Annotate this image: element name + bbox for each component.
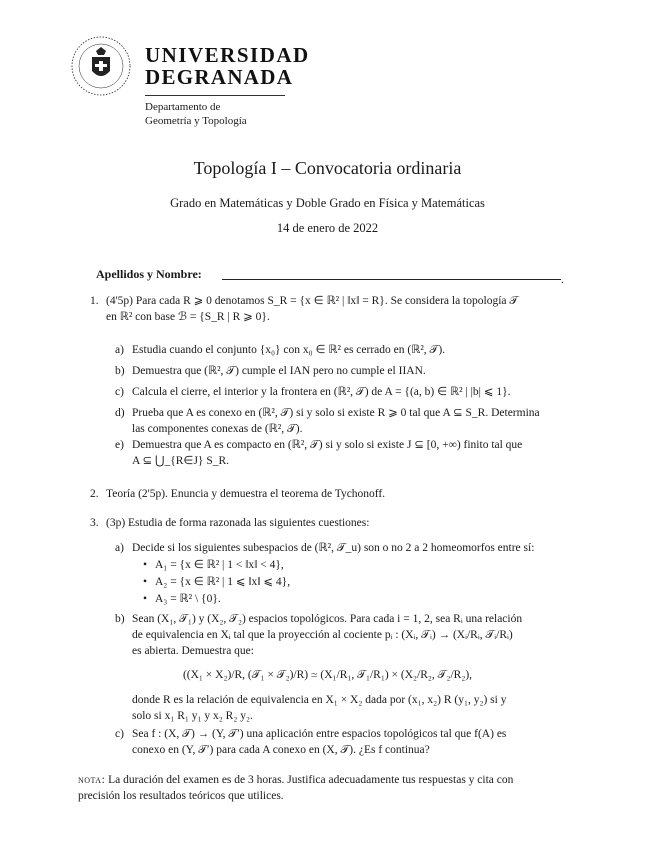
q3a-set-a3: A₃ = ℝ² \ {0}. [155, 593, 221, 605]
q3a-set-a1: A₁ = {x ∈ ℝ² | 1 < ‖x‖ < 4}, [155, 559, 284, 571]
q3b-after-line2: solo si x₁ R₁ y₁ y x₂ R₂ y₂. [132, 710, 253, 722]
q3a-set-a2: A₂ = {x ∈ ℝ² | 1 ⩽ ‖x‖ ⩽ 4}, [155, 576, 291, 588]
q1-statement-line2: en ℝ² con base ℬ = {S_R | R ⩾ 0}. [106, 311, 270, 323]
exam-date: 14 de enero de 2022 [276, 221, 379, 235]
q3b-formula: ((X₁ × X₂)/R, (𝒯₁ × 𝒯₂)/R) ≃ (X₁/R₁, 𝒯₁/R₁) × (X₂/R₂, 𝒯₂/R₂), [182, 669, 473, 681]
q3c-label: c) [115, 728, 124, 740]
q3a-label: a) [115, 542, 124, 554]
q1d-label: d) [115, 407, 125, 419]
note-text-line1: La duración del examen es de 3 horas. Justifica adecuadamente tus respuestas y cita con [108, 774, 514, 786]
q1e-text-line1: Demuestra que A es compacto en (ℝ², 𝒯) si y solo si existe J ⊆ [0, +∞) finito tal que [132, 439, 523, 451]
bullet-marker: • [143, 559, 148, 571]
q3b-line3: es abierta. Demuestra que: [132, 645, 254, 657]
q3b-line1: Sean (X₁, 𝒯₁) y (X₂, 𝒯₂) espacios topológicos. Para cada i = 1, 2, sea Rᵢ una relación [132, 613, 523, 625]
university-seal-logo [70, 35, 132, 97]
q2-number: 2. [90, 488, 99, 500]
q1a-label: a) [115, 344, 124, 356]
exam-subtitle: Grado en Matemáticas y Doble Grado en Física y Matemáticas [170, 196, 485, 210]
university-line-1: UNIVERSIDAD [145, 43, 310, 67]
bullet-marker: • [143, 593, 148, 605]
department [145, 100, 247, 128]
university-line-2: DEGRANADA [145, 65, 294, 89]
q1b-text: Demuestra que (ℝ², 𝒯) cumple el IAN pero no cumple el IIAN. [132, 365, 426, 377]
q1-statement-line1: (4'5p) Para cada R ⩾ 0 denotamos S_R = {x ∈ ℝ² | ‖x‖ = R}. Se considera la topología 𝒯 [106, 295, 519, 307]
q1e-text-line2: A ⊆ ⋃_{R∈J} S_R. [132, 455, 230, 467]
university-name [145, 44, 310, 88]
exam-title: Topología I – Convocatoria ordinaria [193, 158, 462, 178]
q3a-text: Decide si los siguientes subespacios de (ℝ², 𝒯_u) son o no 2 a 2 homeomorfos entre sí: [132, 542, 535, 554]
q3-number: 3. [90, 517, 99, 529]
name-label: Apellidos y Nombre: [96, 267, 202, 281]
department-line-2: Geometría y Topología [145, 115, 247, 127]
q1b-label: b) [115, 365, 125, 377]
q1d-text-line1: Prueba que A es conexo en (ℝ², 𝒯) si y solo si existe R ⩾ 0 tal que A ⊆ S_R. Determina [132, 407, 540, 419]
note-text-line2: precisión los resultados teóricos que utilices. [78, 790, 284, 802]
exam-note [78, 772, 568, 804]
q1a-text: Estudia cuando el conjunto {x₀} con x₀ ∈ ℝ² es cerrado en (ℝ², 𝒯). [132, 344, 446, 356]
q3-intro: (3p) Estudia de forma razonada las siguientes cuestiones: [106, 517, 370, 529]
q3b-line2: de equivalencia en Xᵢ tal que la proyección al cociente pᵢ : (Xᵢ, 𝒯ᵢ) → (Xᵢ/Rᵢ, 𝒯ᵢ/Rᵢ) [132, 629, 513, 641]
name-input-line[interactable] [222, 279, 561, 280]
q3b-label: b) [115, 613, 125, 625]
q3c-line2: conexo en (Y, 𝒯′) para cada A conexo en (X, 𝒯). ¿Es f continua? [132, 744, 430, 756]
q2-text: Teoría (2'5p). Enuncia y demuestra el teorema de Tychonoff. [106, 488, 386, 500]
q3b-after-line1: donde R es la relación de equivalencia en X₁ × X₂ dada por (x₁, x₂) R (y₁, y₂) si y [132, 694, 507, 706]
name-line-dot: . [561, 274, 564, 286]
q1d-text-line2: las componentes conexas de (ℝ², 𝒯). [132, 423, 303, 435]
q1c-label: c) [115, 386, 124, 398]
q1c-text: Calcula el cierre, el interior y la frontera en (ℝ², 𝒯) de A = {(a, b) ∈ ℝ² | |b| ⩽ 1}. [132, 386, 511, 398]
q3c-line1: Sea f : (X, 𝒯) → (Y, 𝒯′) una aplicación entre espacios topológicos tal que f(A) es [132, 728, 507, 740]
q1e-label: e) [115, 439, 124, 451]
note-label: nota: [78, 774, 106, 786]
bullet-marker: • [143, 576, 148, 588]
header-divider [145, 95, 285, 96]
department-line-1: Departamento de [145, 101, 221, 113]
note-line1 [78, 772, 568, 788]
q1-number: 1. [90, 295, 99, 307]
